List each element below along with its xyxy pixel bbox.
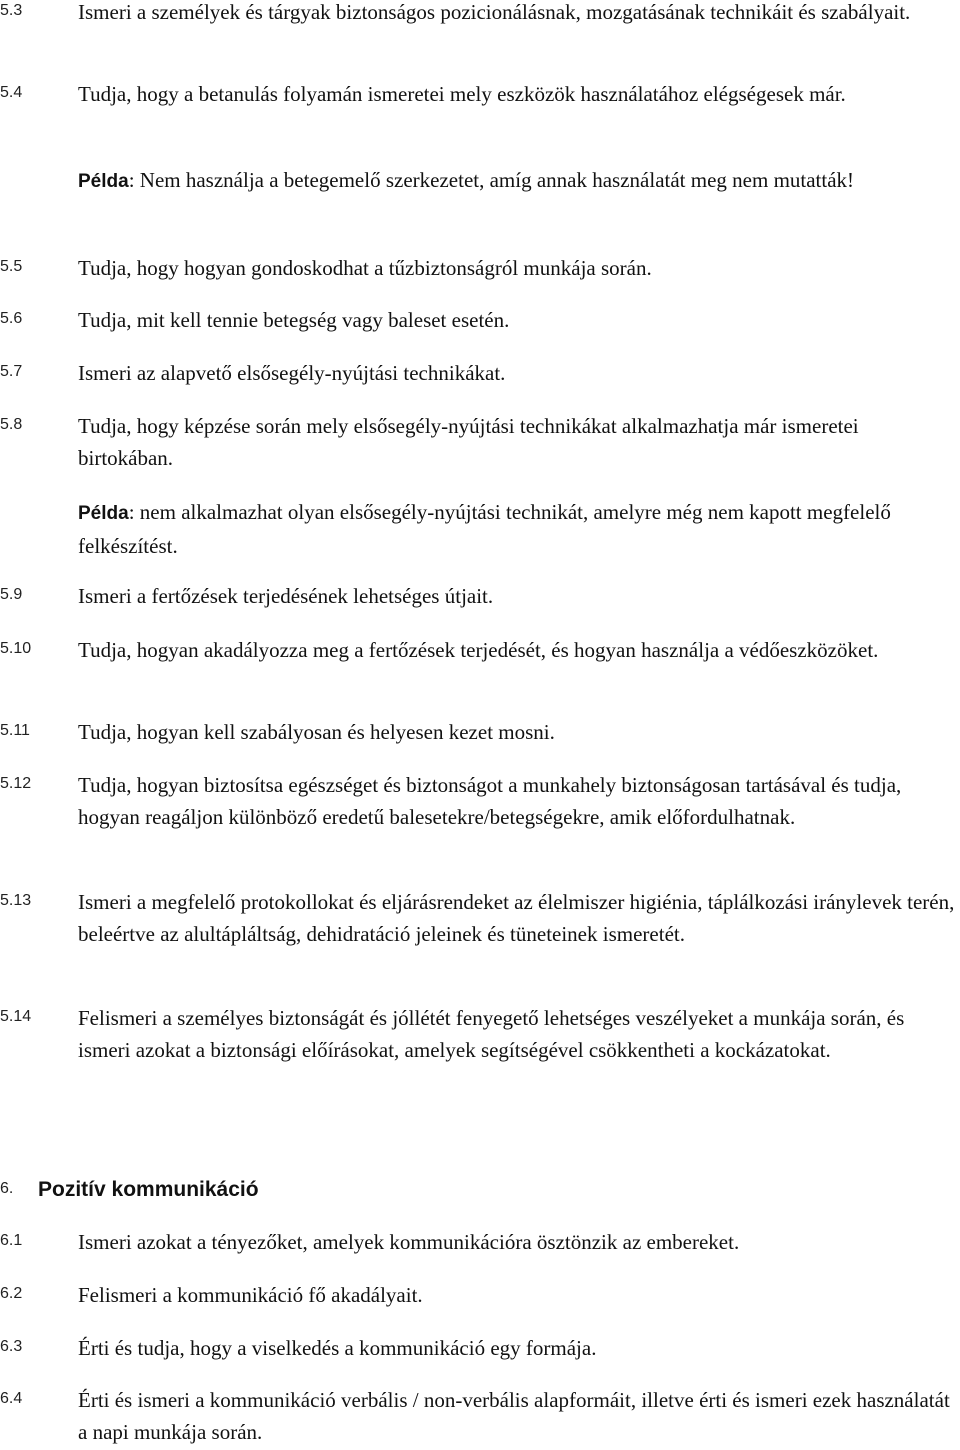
item-number: 5.11 [0,722,30,739]
item-text: Tudja, hogyan akadályozza meg a fertőzések terjedését, és hogyan használja a védőeszközöket. [78,638,879,662]
item-number: 6.2 [0,1285,23,1302]
section-title: Pozitív kommunikáció [38,1178,259,1201]
example-label: Példa [78,503,129,524]
item-text: Ismeri a megfelelő protokollokat és eljárásrendeket az élelmiszer higiénia, táplálkozási iránylevek terén, beleértve az alultápláltság, dehidratáció jeleinek és tüneteinek ismeretét. [78,890,955,946]
section-number: 6. [0,1180,14,1197]
item-number: 5.4 [0,84,23,101]
item-text: Érti és tudja, hogy a viselkedés a kommunikáció egy formája. [78,1336,597,1360]
item-number: 5.13 [0,892,32,909]
example-paragraph [78,164,956,198]
item-text: Tudja, hogy képzése során mely elsősegély-nyújtási technikákat alkalmazhatja már ismeretei birtokában. [78,414,859,470]
item-text: Tudja, hogy hogyan gondoskodhat a tűzbiztonságról munkája során. [78,256,652,280]
example-label: Példa [78,171,129,192]
item-number: 5.8 [0,416,23,433]
item-number: 5.9 [0,586,23,603]
item-text: Tudja, hogyan kell szabályosan és helyesen kezet mosni. [78,720,555,744]
item-number: 5.14 [0,1008,32,1025]
item-number: 5.6 [0,310,23,327]
item-text: Ismeri az alapvető elsősegély-nyújtási technikákat. [78,361,506,385]
item-text: Tudja, hogy a betanulás folyamán ismeretei mely eszközök használatához elégségesek már. [78,82,846,106]
item-text: Tudja, hogyan biztosítsa egészséget és biztonságot a munkahely biztonságosan tartásával és tudja, hogyan reagáljon különböző eredetű balesetekre/betegségekre, amik előfordulhatnak. [78,773,902,829]
item-text: Ismeri a személyek és tárgyak biztonságos pozicionálásnak, mozgatásának technikáit és szabályait. [78,0,911,24]
item-number: 5.3 [0,2,23,19]
item-text: Felismeri a személyes biztonságát és jóllétét fenyegető lehetséges veszélyeket a munkája során, és ismeri azokat a biztonsági előírásokat, amelyek segítségével csökkentheti a kockázatokat. [78,1006,905,1062]
item-number: 5.7 [0,363,23,380]
example-text: : Nem használja a betegemelő szerkezetet, amíg annak használatát meg nem mutatták! [128,168,855,192]
item-number: 6.1 [0,1232,23,1249]
item-number: 6.3 [0,1338,23,1355]
example-paragraph [78,496,956,562]
item-number: 5.12 [0,775,32,792]
item-text: Tudja, mit kell tennie betegség vagy baleset esetén. [78,308,510,332]
example-text: : nem alkalmazhat olyan elsősegély-nyújtási technikát, amelyre még nem kapott megfelelő felkészítést. [78,500,891,558]
item-text: Ismeri a fertőzések terjedésének lehetséges útjait. [78,584,494,608]
item-number: 6.4 [0,1390,23,1407]
item-number: 5.5 [0,258,23,275]
item-number: 5.10 [0,640,32,657]
item-text: Ismeri azokat a tényezőket, amelyek kommunikációra ösztönzik az embereket. [78,1230,740,1254]
item-text: Felismeri a kommunikáció fő akadályait. [78,1283,423,1307]
item-text: Érti és ismeri a kommunikáció verbális / non-verbális alapformáit, illetve érti és ismeri ezek használatát a napi munkája során. [78,1388,950,1444]
